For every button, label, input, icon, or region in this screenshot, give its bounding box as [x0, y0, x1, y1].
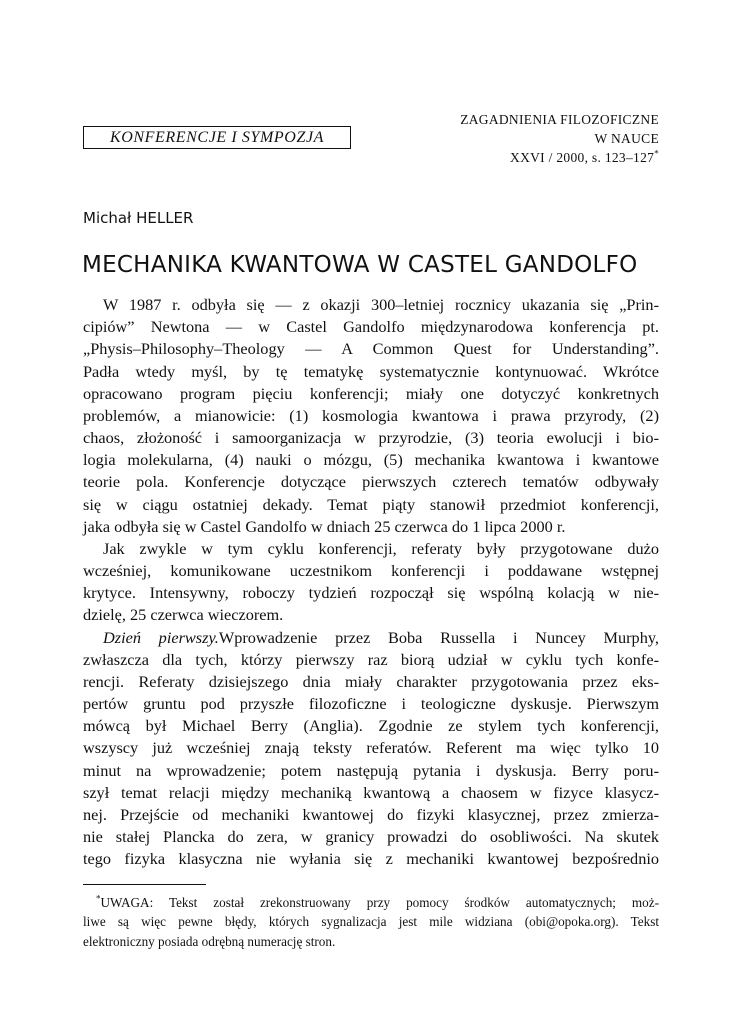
body-line: nie stałej Plancka do zera, w granicy prowadzi do osobliwości. Na skutek — [83, 827, 659, 847]
body-line: Padła wtedy myśl, by tę tematykę systematycznie kontynuować. Wkrótce — [83, 361, 659, 381]
footnote-rule — [83, 884, 206, 885]
article-title: MECHANIKA KWANTOWA W CASTEL GANDOLFO — [82, 252, 638, 278]
footnote — [83, 893, 659, 951]
body-line: opracowano program pięciu konferencji; miały one dotyczyć konkretnych — [83, 383, 659, 403]
footnote-line: liwe są więc pewne błędy, których sygnalizacja jest mile widziana (obi@opoka.org). Tekst — [83, 914, 659, 930]
body-line: „Physis–Philosophy–Theology — A Common Quest for Understanding”. — [83, 339, 659, 359]
body-line: zwłaszcza dla tych, którzy pierwszy raz biorą udział w cyklu tych konfe- — [83, 649, 659, 669]
body-line: wcześniej, komunikowane uczestnikom konferencji i poddawane wstępnej — [83, 561, 659, 581]
body-line: problemów, a mianowicie: (1) kosmologia kwantowa i prawa przyrody, (2) — [83, 405, 659, 425]
body-line: cipiów” Newtona — w Castel Gandolfo międzynarodowa konferencja pt. — [83, 317, 659, 337]
body-line: rencji. Referaty dzisiejszego dnia miały charakter przygotowania przez eks- — [83, 671, 659, 691]
day-text: Wprowadzenie przez Boba Russella i Nuncey Murphy, — [218, 627, 659, 647]
body-line: krytyce. Intensywny, roboczy tydzień rozpoczął się wspólną kolacją w nie- — [83, 583, 659, 603]
footnote-text: UWAGA: Tekst został zrekonstruowany przy pomocy środków automatycznych; moż- — [100, 895, 659, 910]
journal-issue-footnote-mark: * — [654, 148, 659, 159]
body-line: logia molekularna, (4) nauki o mózgu, (5) mechanika kwantowa i kwantowe — [83, 450, 659, 470]
body-line: W 1987 r. odbyła się — z okazji 300–letniej rocznicy ukazania się „Prin- — [103, 295, 659, 314]
body-line: jaka odbyła się w Castel Gandolfo w dniach 25 czerwca do 1 lipca 2000 r. — [83, 516, 566, 536]
body-line: dzielę, 25 czerwca wieczorem. — [83, 605, 284, 625]
journal-info — [359, 110, 659, 167]
body-line: mówcą był Michael Berry (Anglia). Zgodnie ze stylem tych konferencji, — [83, 716, 659, 736]
body-line: Jak zwykle w tym cyklu konferencji, referaty były przygotowane dużo — [103, 538, 659, 558]
body-line: tego fizyka klasyczna nie wyłania się z mechaniki kwantowej bezpośrednio — [83, 849, 659, 869]
body-line: wszyscy już wcześniej znają teksty referatów. Referent ma więc tylko 10 — [83, 738, 659, 758]
journal-name: ZAGADNIENIA FILOZOFICZNE — [460, 112, 659, 127]
section-label-box — [83, 126, 351, 149]
body-line: się w ciągu ostatniej dekady. Temat piąty stanowił przedmiot konferencji, — [83, 494, 659, 514]
article-body — [83, 294, 659, 870]
body-line: teorie pola. Konferencje dotyczące pierwszych czterech tematów odbywały — [83, 472, 659, 492]
footnote-line — [83, 893, 659, 912]
journal-issue — [359, 148, 659, 167]
body-line: chaos, złożoność i samoorganizacja w przyrodzie, (3) teoria ewolucji i bio- — [83, 428, 659, 448]
footnote-mark: * — [96, 893, 101, 904]
body-line: minut na wprowadzenie; potem następują pytania i dyskusja. Berry poru- — [83, 760, 659, 780]
journal-subtitle: W NAUCE — [594, 131, 659, 146]
body-line-day — [83, 627, 659, 649]
section-label: KONFERENCJE I SYMPOZJA — [109, 129, 325, 146]
day-label: Dzień pierwszy. — [103, 627, 219, 647]
body-line: szył temat relacji między mechaniką kwantową a chaosem w fizyce klasycz- — [83, 782, 659, 802]
author-name: Michał HELLER — [83, 209, 194, 227]
journal-issue-text: XXVI / 2000, s. 123–127 — [510, 150, 655, 165]
footnote-line: elektroniczny posiada odrębną numerację stron. — [83, 933, 336, 949]
body-line: nej. Przejście od mechaniki kwantowej do fizyki klasycznej, przez zmierza- — [83, 804, 659, 824]
body-line: pertów gruntu pod przyszłe filozoficzne i teologiczne dyskusje. Pierwszym — [83, 694, 659, 714]
